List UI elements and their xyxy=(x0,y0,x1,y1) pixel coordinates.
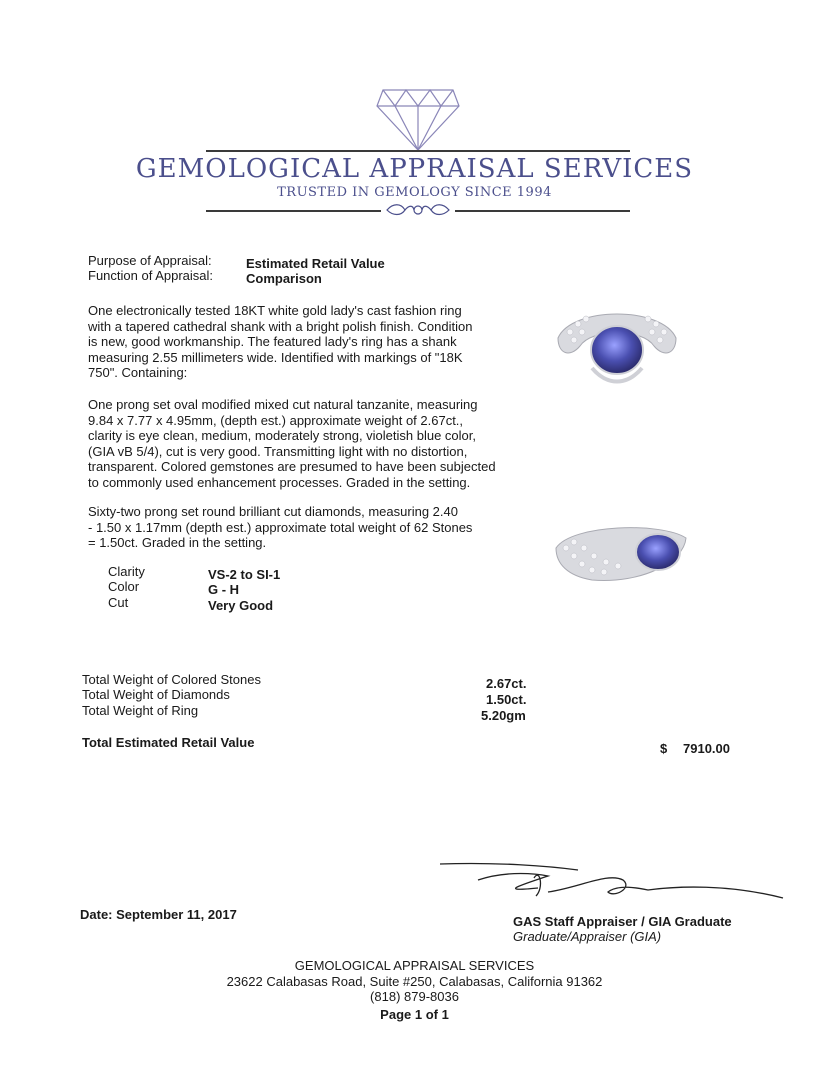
total-ring-weight-value: 5.20gm xyxy=(481,708,526,723)
ornament-icon xyxy=(383,201,453,219)
cut-label: Cut xyxy=(108,595,129,610)
company-tagline: TRUSTED IN GEMOLOGY SINCE 1994 xyxy=(277,185,552,200)
footer-company: GEMOLOGICAL APPRAISAL SERVICES xyxy=(294,958,535,973)
function-label: Function of Appraisal: xyxy=(88,268,214,283)
ring-side-image xyxy=(552,518,692,594)
description-line: is new, good workmanship. The featured lady's ring has a shank xyxy=(88,334,457,349)
diamond-logo-icon xyxy=(375,88,461,152)
total-colored-stones-label: Total Weight of Colored Stones xyxy=(82,672,261,687)
appraisal-date: Date: September 11, 2017 xyxy=(80,907,237,922)
description-line: transparent. Colored gemstones are presumed to have been subjected xyxy=(88,459,496,474)
clarity-label: Clarity xyxy=(108,564,145,579)
color-label: Color xyxy=(108,579,140,594)
description-line: 750". Containing: xyxy=(88,365,188,380)
ring-description xyxy=(88,303,472,381)
description-line: One prong set oval modified mixed cut natural tanzanite, measuring xyxy=(88,397,478,412)
header-rule-left xyxy=(206,210,381,212)
description-line: One electronically tested 18KT white gold lady's cast fashion ring xyxy=(88,303,462,318)
diamonds-description xyxy=(88,504,472,551)
total-diamonds-label: Total Weight of Diamonds xyxy=(82,687,230,702)
description-line: measuring 2.55 millimeters wide. Identified with markings of "18K xyxy=(88,349,463,365)
function-value: Comparison xyxy=(246,271,322,286)
signature-image xyxy=(438,858,788,906)
footer-phone: (818) 879-8036 xyxy=(370,989,459,1004)
header-rule-top xyxy=(206,150,630,152)
clarity-value: VS-2 to SI-1 xyxy=(208,567,281,582)
description-line: 9.84 x 7.77 x 4.95mm, (depth est.) approximate weight of 2.67ct., xyxy=(88,412,464,428)
description-line: (GIA vB 5/4), cut is very good. Transmitting light with no distortion, xyxy=(88,443,468,459)
description-line: clarity is eye clean, medium, moderately strong, violetish blue color, xyxy=(88,428,477,443)
tanzanite-description xyxy=(88,397,496,490)
total-ring-weight-label: Total Weight of Ring xyxy=(82,703,199,718)
description-line: Sixty-two prong set round brilliant cut diamonds, measuring 2.40 xyxy=(88,504,458,519)
description-line: with a tapered cathedral shank with a bright polish finish. Condition xyxy=(88,318,473,334)
appraiser-title: GAS Staff Appraiser / GIA Graduate xyxy=(513,914,732,929)
appraiser-subtitle: Graduate/Appraiser (GIA) xyxy=(513,929,662,944)
currency-symbol: $ xyxy=(660,741,668,756)
page-number: Page 1 of 1 xyxy=(380,1007,449,1022)
purpose-value: Estimated Retail Value xyxy=(246,256,385,271)
color-value: G - H xyxy=(208,582,240,597)
description-line: = 1.50ct. Graded in the setting. xyxy=(88,535,267,550)
total-colored-stones-value: 2.67ct. xyxy=(486,676,527,691)
ring-front-image xyxy=(552,298,682,394)
total-diamonds-value: 1.50ct. xyxy=(486,692,527,707)
cut-value: Very Good xyxy=(208,598,274,613)
retail-value-label: Total Estimated Retail Value xyxy=(82,735,255,750)
company-title: GEMOLOGICAL APPRAISAL SERVICES xyxy=(135,154,694,184)
description-line: - 1.50 x 1.17mm (depth est.) approximate total weight of 62 Stones xyxy=(88,519,473,535)
description-line: to commonly used enhancement processes. Graded in the setting. xyxy=(88,474,471,490)
purpose-label: Purpose of Appraisal: xyxy=(88,253,212,268)
footer-address: 23622 Calabasas Road, Suite #250, Calabasas, California 91362 xyxy=(226,974,603,989)
retail-value-amount: 7910.00 xyxy=(683,741,730,756)
header-rule-right xyxy=(455,210,630,212)
